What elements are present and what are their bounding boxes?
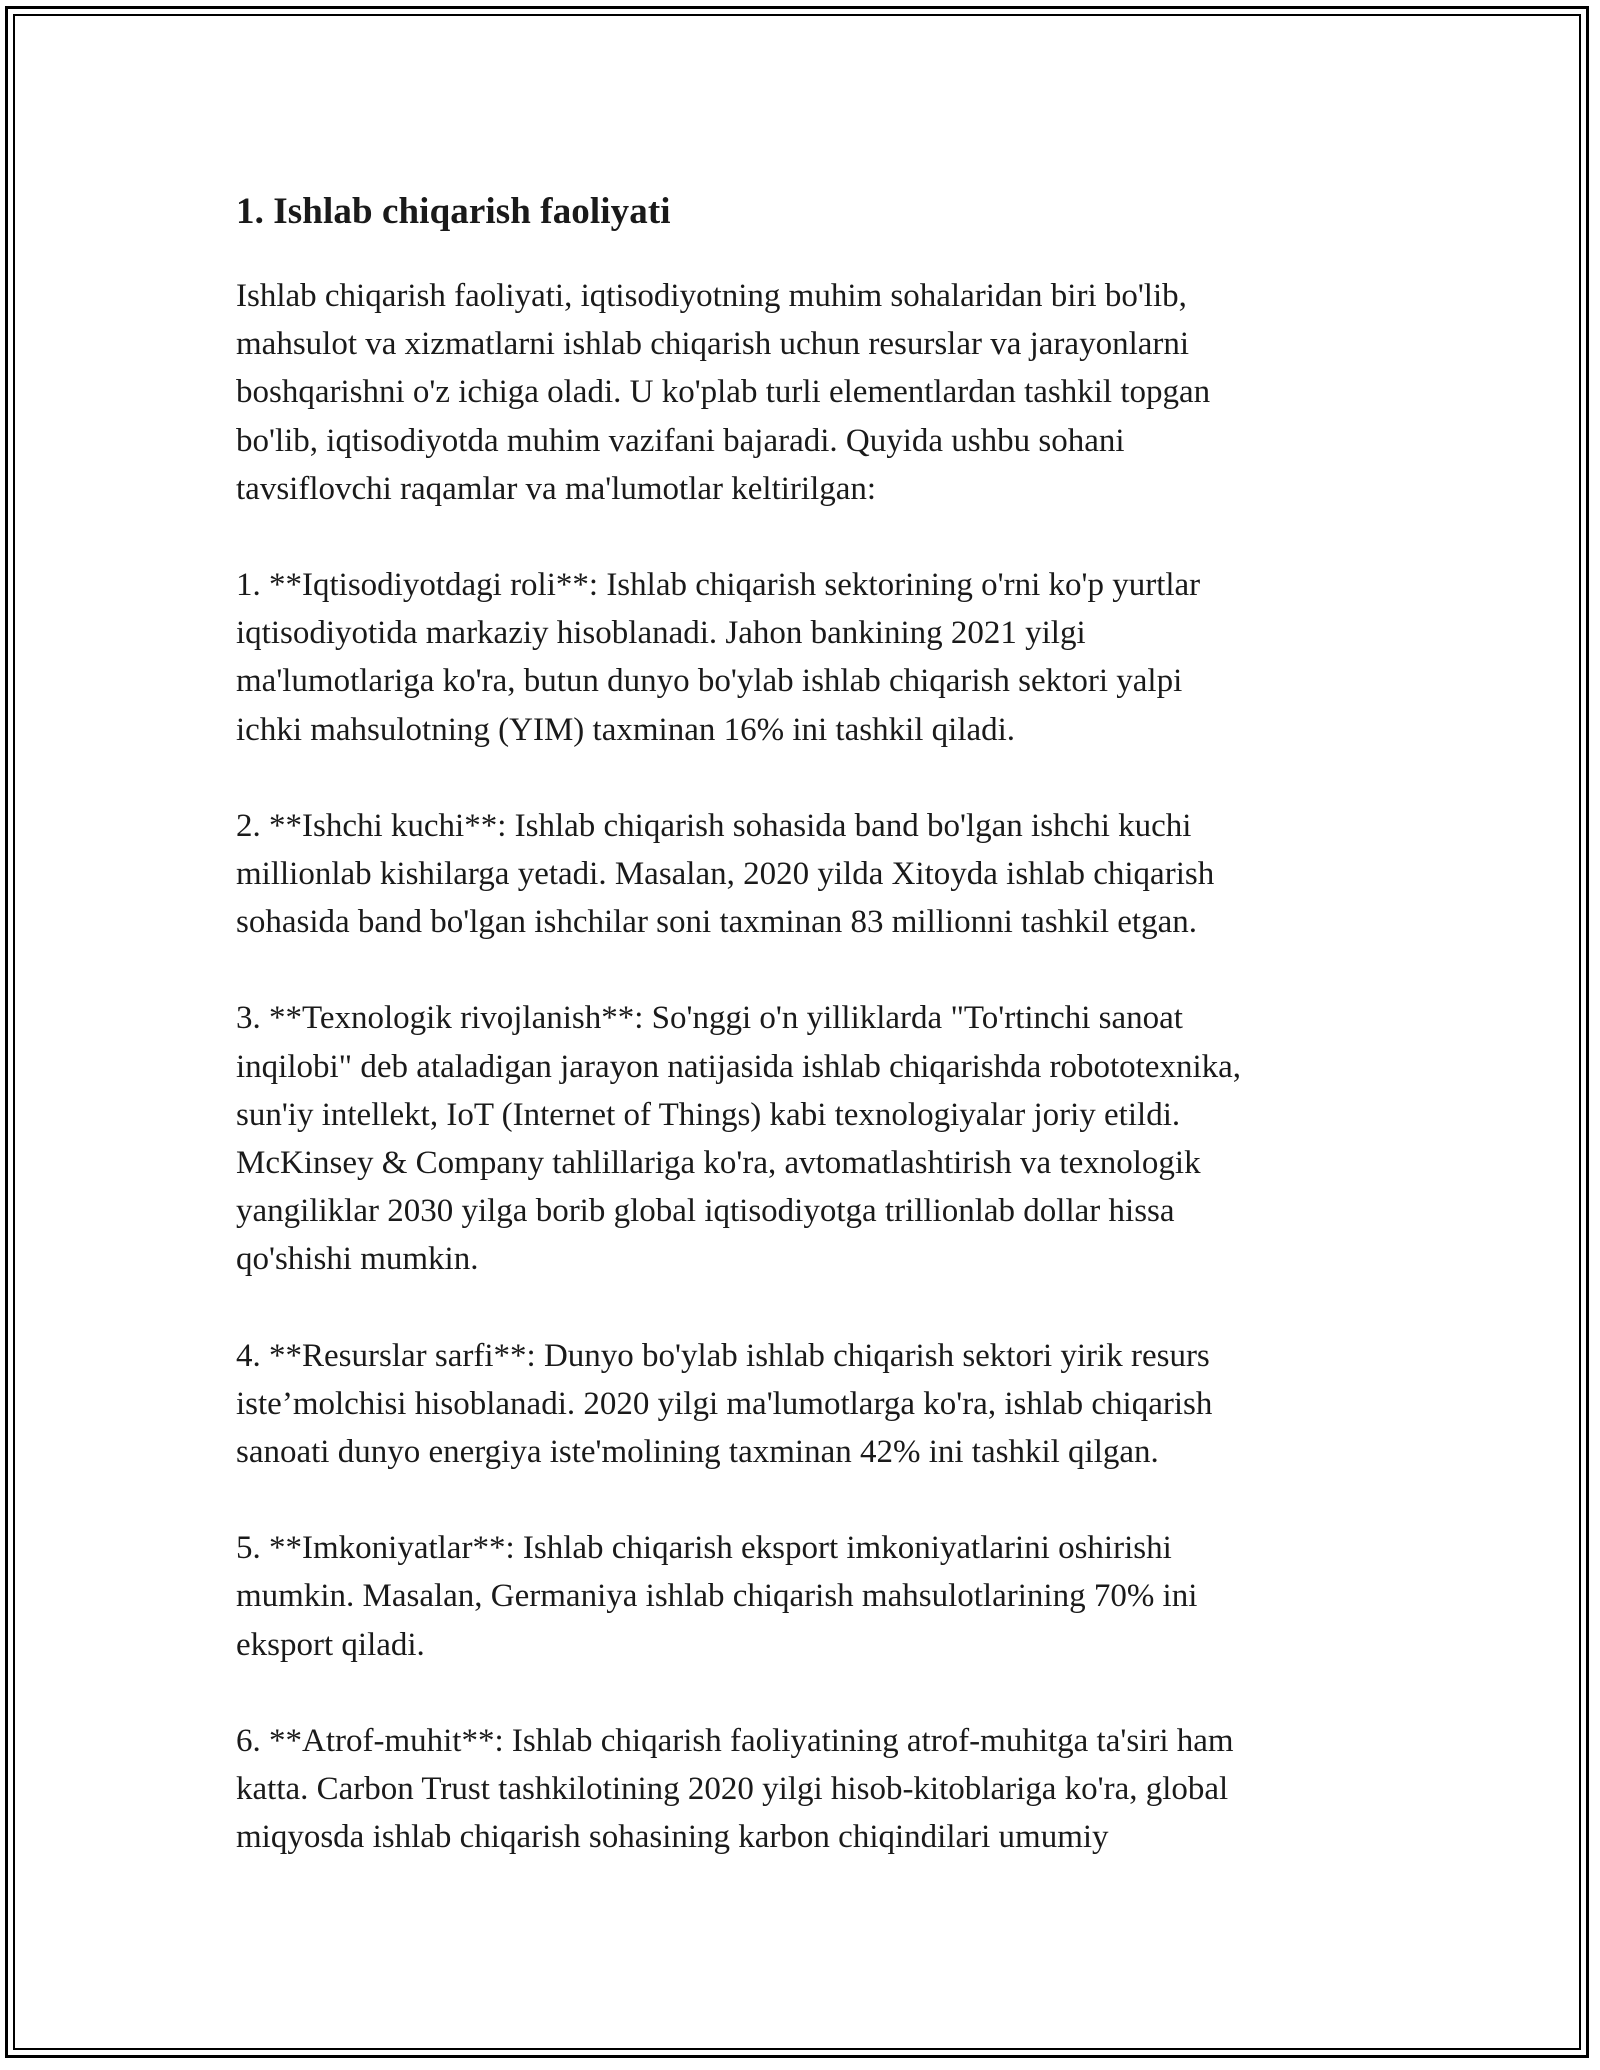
list-item-environment: 6. **Atrof-muhit**: Ishlab chiqarish faoliyatining atrof-muhitga ta'siri ham katta. Carbon Trust tashkilotining 2020 yilgi hisob-kitoblariga ko'ra, global miqyosda ishlab chiqarish sohasining karbon chiqindilari umumiy <box>236 1722 1234 1856</box>
list-item-resources: 4. **Resurslar sarfi**: Dunyo bo'ylab ishlab chiqarish sektori yirik resurs iste’molchisi hisoblanadi. 2020 yilgi ma'lumotlarga ko'ra, ishlab chiqarish sanoati dunyo energiya iste'molining taxminan 42% ini tashkil qilgan. <box>236 1337 1213 1471</box>
list-item-opportunities: 5. **Imkoniyatlar**: Ishlab chiqarish eksport imkoniyatlarini oshirishi mumkin. Masalan, Germaniya ishlab chiqarish mahsulotlarining 70% ini eksport qiladi. <box>236 1530 1198 1663</box>
section-title: 1. Ishlab chiqarish faoliyati <box>236 191 671 232</box>
intro-paragraph: Ishlab chiqarish faoliyati, iqtisodiyotning muhim sohalaridan biri bo'lib, mahsulot va xizmatlarni ishlab chiqarish uchun resurslar va jarayonlarni boshqarishni o'z ichiga oladi. U ko'plab turli elementlardan tashkil topgan bo'lib, iqtisodiyotda muhim vazifani bajaradi. Quyida ushbu sohani tavsiflovchi raqamlar va ma'lumotlar keltirilgan: <box>236 278 1211 507</box>
list-item-technology: 3. **Texnologik rivojlanish**: So'nggi o'n yilliklarda "To'rtinchi sanoat inqilobi" deb ataladigan jarayon natijasida ishlab chiqarishda robototexnika, sun'iy intellekt, IoT (Internet of Things) kabi texnologiyalar joriy etildi. McKinsey & Company tahlillariga ko'ra, avtomatlashtirish va texnologik yangiliklar 2030 yilga borib global iqtisodiyotga trillionlab dollar hissa qo'shishi mumkin. <box>236 1000 1242 1278</box>
list-item-economy-role: 1. **Iqtisodiyotdagi roli**: Ishlab chiqarish sektorining o'rni ko'p yurtlar iqtisodiyotida markaziy hisoblanadi. Jahon bankining 2021 yilgi ma'lumotlariga ko'ra, butun dunyo bo'ylab ishlab chiqarish sektori yalpi ichki mahsulotning (YIM) taxminan 16% ini tashkil qiladi. <box>236 567 1201 748</box>
list-item-workforce: 2. **Ishchi kuchi**: Ishlab chiqarish sohasida band bo'lgan ishchi kuchi millionlab kishilarga yetadi. Masalan, 2020 yilda Xitoyda ishlab chiqarish sohasida band bo'lgan ishchilar soni taxminan 83 millionni tashkil etgan. <box>236 807 1215 941</box>
document-body <box>236 186 1376 1909</box>
